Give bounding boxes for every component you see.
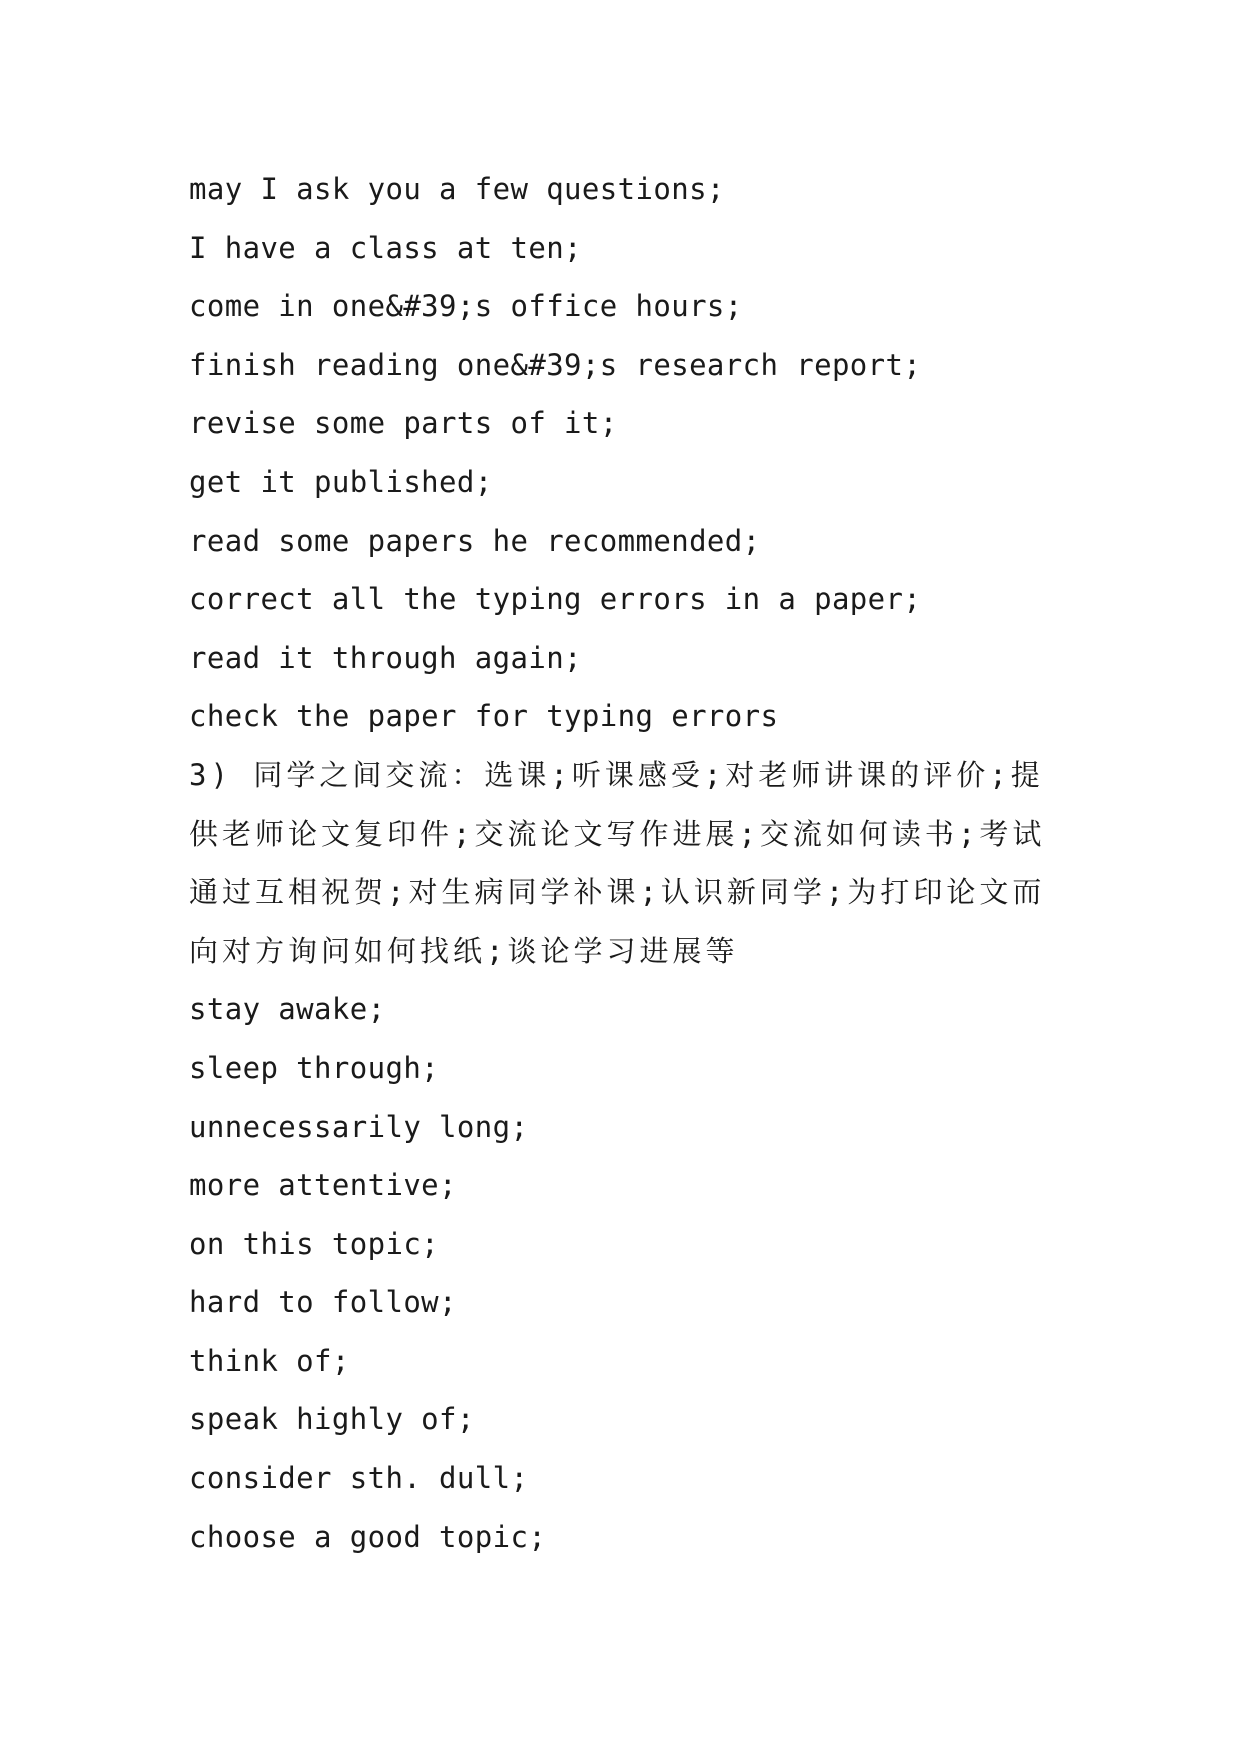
text-line: more attentive; <box>189 1168 457 1203</box>
text-line: speak highly of; <box>189 1402 475 1437</box>
text-line: check the paper for typing errors <box>189 699 779 734</box>
text-line: read it through again; <box>189 640 582 675</box>
text-line: revise some parts of it; <box>189 406 618 441</box>
text-line: think of; <box>189 1343 350 1378</box>
text-line: hard to follow; <box>189 1285 457 1320</box>
text-line: sleep through; <box>189 1050 440 1085</box>
text-line: correct all the typing errors in a paper; <box>189 582 922 617</box>
text-line: stay awake; <box>189 992 386 1027</box>
section-3-paragraph: 3) 同学之间交流：选课;听课感受;对老师讲课的评价;提供老师论文复印件;交流论文写作进展;交流如何读书;考试通过互相祝贺;对生病同学补课;认识新同学;为打印论文而向对方询问如何找纸;谈论学习进展等 <box>189 757 1046 968</box>
text-line: may I ask you a few questions; <box>189 172 725 206</box>
text-line: on this topic; <box>189 1226 440 1261</box>
text-line: get it published; <box>189 464 493 499</box>
page-content <box>189 160 1069 1566</box>
text-line: read some papers he recommended; <box>189 523 761 558</box>
text-line: consider sth. dull; <box>189 1461 529 1496</box>
text-line: I have a class at ten; <box>189 230 582 265</box>
text-line: unnecessarily long; <box>189 1109 529 1144</box>
text-line: finish reading one&#39;s research report; <box>189 347 922 382</box>
text-line: come in one&#39;s office hours; <box>189 289 743 324</box>
text-line: choose a good topic; <box>189 1519 547 1554</box>
